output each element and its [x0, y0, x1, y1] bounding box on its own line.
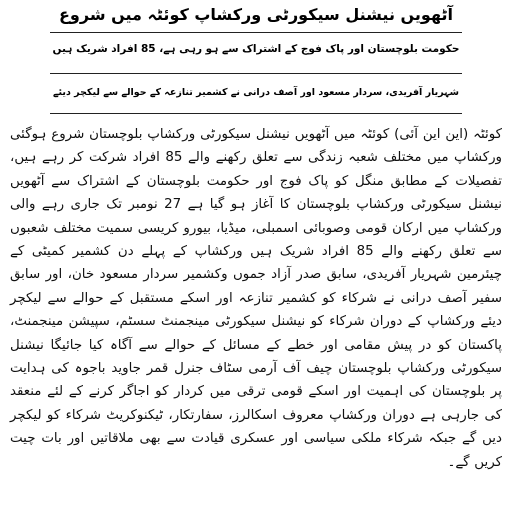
sub-headline: شہریار آفریدی، سردار مسعود اور آصف درانی نے کشمیر تنازعہ کے حوالے سے لیکچر دیئے — [52, 87, 460, 98]
main-headline: آٹھویں نیشنل سیکورٹی ورکشاپ کوئٹہ میں شروع — [58, 5, 454, 24]
headline-block — [6, 0, 506, 117]
headline-divider — [50, 113, 462, 114]
sub-headline: حکومت بلوچستان اور پاک فوج کے اشتراک سے ہو رہی ہے، 85 افراد شریک ہیں — [52, 43, 460, 55]
headline-divider — [50, 32, 462, 33]
headline-divider — [50, 73, 462, 74]
article-body: کوئٹہ (این این آئی) کوئٹہ میں آٹھویں نیشنل سیکورٹی ورکشاپ بلوچستان شروع ہوگئی ورکشاپ میں مختلف شعبہ زندگی سے تعلق رکھنے والے 85 افراد شرکت کر رہے ہیں، تفصیلات کے مطابق منگل کو پاک فوج اور حکومت بلوچستان کے اشتراک سے آٹھویں نیشنل سیکورٹی ورکشاپ بلوچستان کا آغاز ہو گیا ہے 27 نومبر تک جاری رہے والی ورکشاپ میں ارکان قومی وصوبائی اسمبلی، میڈیا، بیورو کریسی سمیت مختلف شعبوں سے تعلق رکھنے والے 85 افراد شریک ہیں ورکشاپ کے پہلے دن کشمیر کمیٹی کے چیئرمین شہریار آفریدی، سابق صدر آزاد جموں وکشمیر سردار مسعود خان، اور سابق سفیر آصف درانی نے شرکاء کو کشمیر تنازعہ اور اسکے مستقبل کے حوالے سے لیکچر دیئے ورکشاپ کے دوران شرکاء کو نیشنل سیکورٹی مینجمنٹ سسٹم، سپیشن مینجمنٹ، پاکستان کو در پیش مقامی اور خطے کے مسائل کے حوالے سے آگاہ کیا جائیگا نیشنل سیکورٹی ورکشاپ بلوچستان چیف آف آرمی سٹاف جنرل قمر جاوید باجوہ کی ہدایت پر بلوچستان کی اہمیت اور اسکے قومی ترقی میں کردار کو اجاگر کرنے کے لئے منعقد کی جارہی ہے دوران ورکشاپ معروف اسکالرز، سفارتکار، ٹیکنوکریٹ شرکاء کو لیکچر دیں گے جبکہ شرکاء ملکی سیاسی اور عسکری قیادت سے بھی ملاقاتیں اور بات چیت کریں گے۔ — [10, 127, 503, 470]
